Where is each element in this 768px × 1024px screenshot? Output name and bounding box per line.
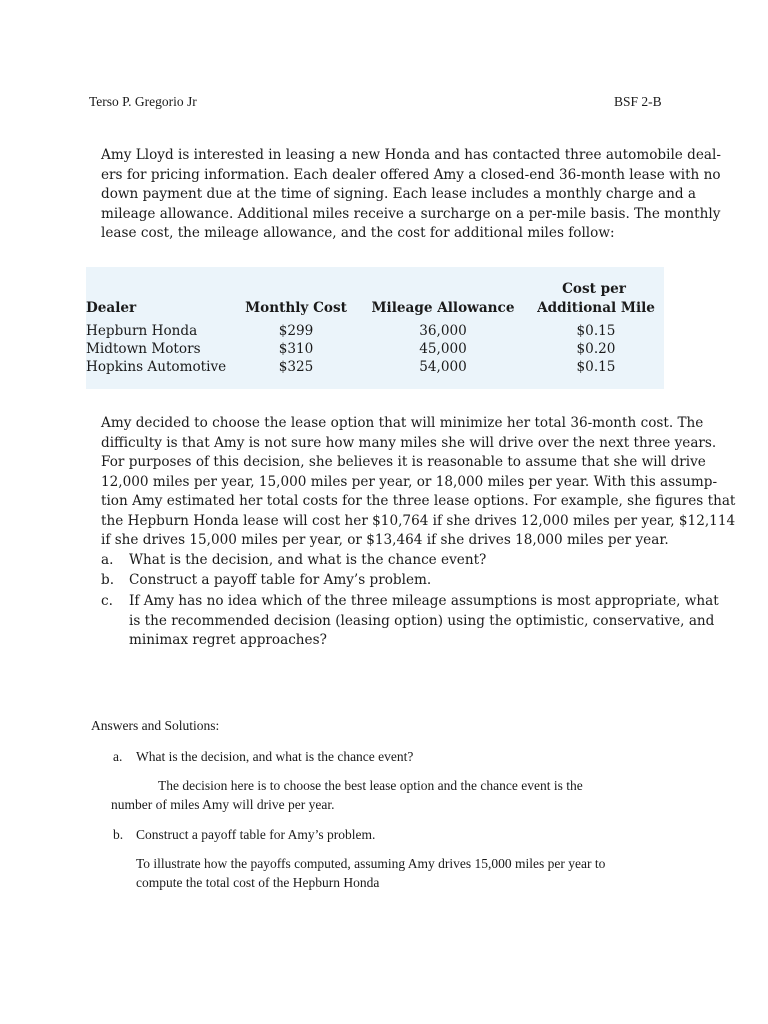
cell-monthly: $325 [278, 359, 314, 375]
answer-a-text-line2: number of miles Amy will drive per year. [111, 797, 335, 812]
col-header-mileage: Mileage Allowance [371, 300, 515, 316]
body-line: 12,000 miles per year, 15,000 miles per year, or 18,000 miles per year. With this assump- [101, 473, 718, 490]
intro-line: ers for pricing information. Each dealer offered Amy a closed-end 36-month lease with no [101, 166, 721, 183]
question-c-line: minimax regret approaches? [129, 632, 327, 648]
cell-dealer: Hopkins Automotive [86, 359, 227, 375]
cell-cost: $0.15 [576, 323, 616, 339]
body-line: if she drives 15,000 miles per year, or $13,464 if she drives 18,000 miles per year. [101, 532, 669, 548]
answer-a-text-line1: The decision here is to choose the best lease option and the chance event is the [158, 778, 583, 793]
class-section: BSF 2-B [614, 94, 662, 109]
cell-monthly: $310 [278, 341, 314, 357]
problem-intro [101, 146, 721, 244]
cell-mileage: 45,000 [419, 341, 467, 357]
cell-cost: $0.15 [576, 359, 616, 375]
answer-b-marker: b. [113, 827, 124, 842]
question-b-marker: b. [101, 572, 115, 588]
body-line: the Hepburn Honda lease will cost her $10,764 if she drives 12,000 miles per year, $12,114 [101, 512, 736, 529]
question-a-text: What is the decision, and what is the chance event? [129, 552, 487, 568]
intro-line: lease cost, the mileage allowance, and the cost for additional miles follow: [101, 225, 615, 241]
col-header-cost-line2: Additional Mile [537, 300, 655, 316]
body-line: For purposes of this decision, she believes it is reasonable to assume that she will drive [101, 454, 706, 470]
lease-table [86, 267, 664, 389]
col-header-dealer: Dealer [86, 300, 137, 316]
table-row [86, 341, 201, 357]
answer-a-question: What is the decision, and what is the chance event? [136, 749, 414, 764]
answers-title: Answers and Solutions: [91, 718, 220, 733]
question-c-marker: c. [101, 593, 113, 609]
question-a-marker: a. [101, 552, 114, 568]
answer-a-marker: a. [113, 749, 123, 764]
student-name: Terso P. Gregorio Jr [89, 94, 197, 109]
problem-body [101, 414, 736, 551]
question-c-line: If Amy has no idea which of the three mileage assumptions is most appropriate, what [129, 593, 719, 609]
col-header-cost-line1: Cost per [562, 281, 626, 297]
col-header-monthly: Monthly Cost [245, 300, 347, 316]
cell-cost: $0.20 [576, 341, 616, 357]
table-row [86, 359, 226, 375]
cell-dealer: Hepburn Honda [86, 323, 198, 339]
body-line: tion Amy estimated her total costs for the three lease options. For example, she figures that [101, 493, 736, 509]
answer-b-text-line1: To illustrate how the payoffs computed, assuming Amy drives 15,000 miles per year to [136, 856, 606, 871]
cell-dealer: Midtown Motors [86, 341, 201, 357]
cell-mileage: 54,000 [419, 359, 467, 375]
body-line: difficulty is that Amy is not sure how many miles she will drive over the next three years. [101, 434, 717, 451]
cell-monthly: $299 [278, 323, 314, 339]
intro-line: mileage allowance. Additional miles receive a surcharge on a per-mile basis. The monthly [101, 205, 721, 222]
cell-mileage: 36,000 [419, 323, 467, 339]
table-row [86, 323, 197, 339]
intro-line: down payment due at the time of signing. Each lease includes a monthly charge and a [101, 186, 696, 202]
question-b-text: Construct a payoff table for Amy’s problem. [129, 572, 432, 588]
question-c-text [129, 592, 719, 651]
answer-b-question: Construct a payoff table for Amy’s problem. [136, 827, 376, 842]
question-c-line: is the recommended decision (leasing option) using the optimistic, conservative, and [129, 612, 715, 629]
answer-b-text-line2: compute the total cost of the Hepburn Honda [136, 875, 380, 890]
body-line: Amy decided to choose the lease option that will minimize her total 36-month cost. The [101, 415, 704, 431]
intro-line: Amy Lloyd is interested in leasing a new Honda and has contacted three automobile deal- [101, 147, 721, 163]
